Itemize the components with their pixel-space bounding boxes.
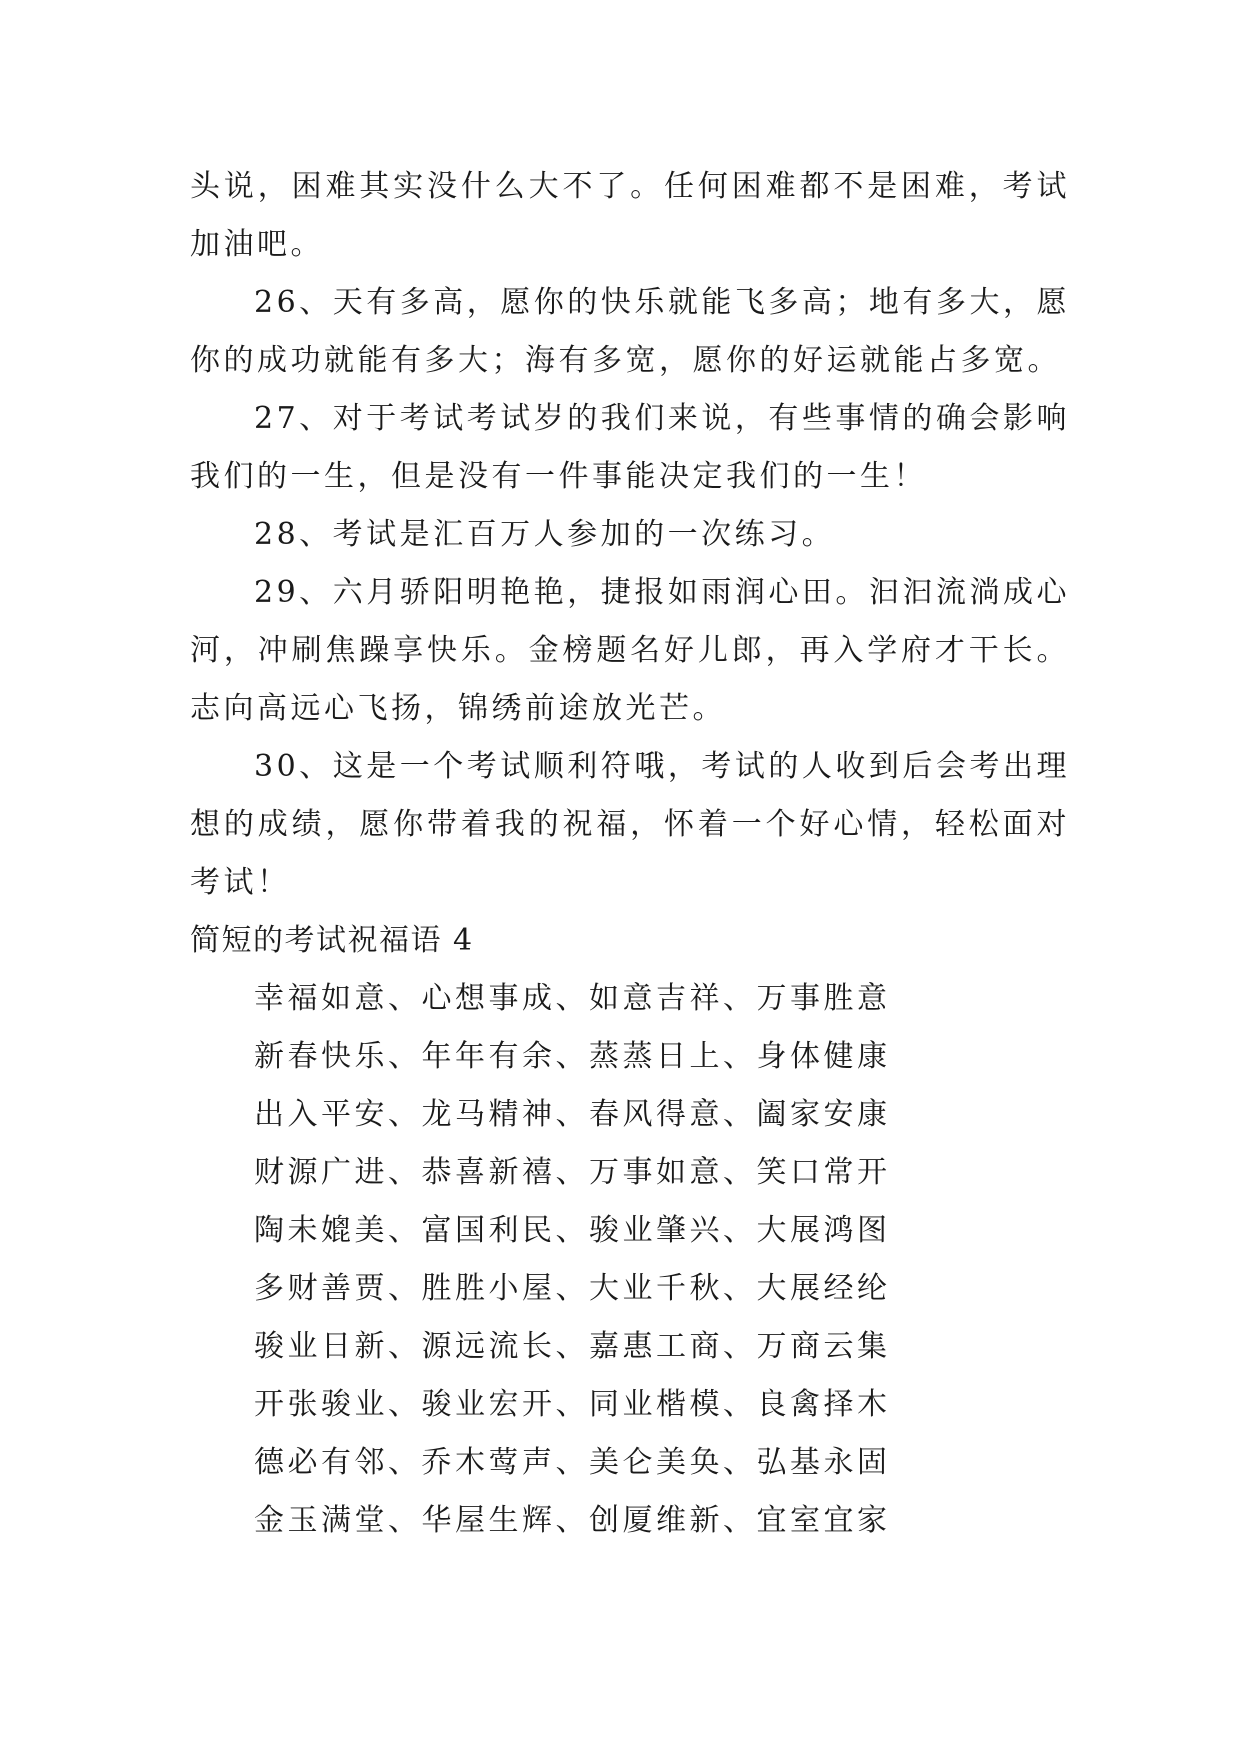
paragraph-item-27: 27、对于考试考试岁的我们来说，有些事情的确会影响我们的一生，但是没有一件事能决定我们的一生！ [190, 401, 1070, 494]
blessing-line: 幸福如意、心想事成、如意吉祥、万事胜意 [254, 981, 891, 1016]
blessing-line: 德必有邻、乔木莺声、美仑美奂、弘基永固 [254, 1445, 891, 1480]
paragraph-item-28: 28、考试是汇百万人参加的一次练习。 [254, 517, 836, 552]
blessing-line: 骏业日新、源远流长、嘉惠工商、万商云集 [254, 1329, 891, 1364]
paragraph-item-30: 30、这是一个考试顺利符哦，考试的人收到后会考出理想的成绩，愿你带着我的祝福，怀着一个好心情，轻松面对考试！ [190, 749, 1070, 900]
blessing-line: 新春快乐、年年有余、蒸蒸日上、身体健康 [254, 1039, 891, 1074]
section-title: 简短的考试祝福语 4 [190, 923, 474, 958]
paragraph-item-29: 29、六月骄阳明艳艳，捷报如雨润心田。汩汩流淌成心河，冲刷焦躁享快乐。金榜题名好儿郎，再入学府才干长。志向高远心飞扬，锦绣前途放光芒。 [190, 575, 1070, 726]
paragraph-continuation: 头说，困难其实没什么大不了。任何困难都不是困难，考试加油吧。 [190, 169, 1070, 262]
blessing-line: 多财善贾、胜胜小屋、大业千秋、大展经纶 [254, 1271, 891, 1306]
blessing-line: 陶未媲美、富国利民、骏业肇兴、大展鸿图 [254, 1213, 891, 1248]
blessing-line: 金玉满堂、华屋生辉、创厦维新、宜室宜家 [254, 1503, 891, 1538]
blessing-line: 开张骏业、骏业宏开、同业楷模、良禽择木 [254, 1387, 891, 1422]
document-body [190, 158, 1070, 1550]
blessing-line: 出入平安、龙马精神、春风得意、阖家安康 [254, 1097, 891, 1132]
blessing-line: 财源广进、恭喜新禧、万事如意、笑口常开 [254, 1155, 891, 1190]
paragraph-item-26: 26、天有多高，愿你的快乐就能飞多高；地有多大，愿你的成功就能有多大；海有多宽，愿你的好运就能占多宽。 [190, 285, 1070, 378]
blessing-list [190, 970, 1070, 1550]
